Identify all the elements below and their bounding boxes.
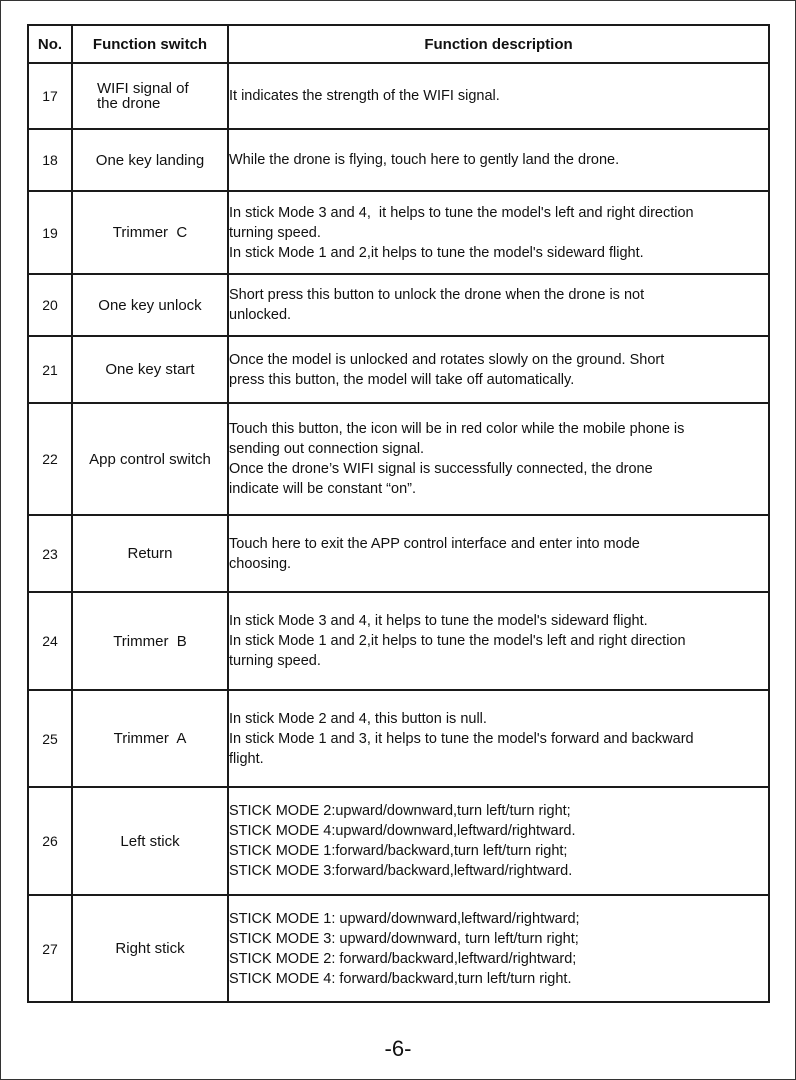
description-line: In stick Mode 1 and 2,it helps to tune the model's sideward flight. <box>229 244 644 261</box>
description-line: STICK MODE 3: upward/downward, turn left/turn right; <box>229 930 579 947</box>
description-line: Touch here to exit the APP control interface and enter into mode <box>229 535 640 552</box>
function-name: Left stick <box>72 787 228 895</box>
table-row <box>28 129 769 191</box>
function-description <box>228 592 769 690</box>
function-name: One key landing <box>72 129 228 191</box>
function-description <box>228 336 769 403</box>
description-line: It indicates the strength of the WIFI signal. <box>229 88 500 104</box>
description-line: In stick Mode 3 and 4, it helps to tune the model's sideward flight. <box>229 613 648 629</box>
table-row <box>28 191 769 274</box>
function-name: WIFI signal of the drone <box>72 63 228 129</box>
function-name: Return <box>72 515 228 592</box>
row-number: 22 <box>28 403 72 515</box>
function-description <box>228 515 769 592</box>
description-line: STICK MODE 4: forward/backward,turn left/turn right. <box>229 970 572 987</box>
description-line: Once the drone’s WIFI signal is successfully connected, the drone <box>229 461 653 477</box>
header-no: No. <box>28 25 72 63</box>
row-number: 26 <box>28 787 72 895</box>
row-number: 23 <box>28 515 72 592</box>
description-line: In stick Mode 1 and 3, it helps to tune the model's forward and backward <box>229 730 694 747</box>
function-name: Trimmer A <box>72 690 228 787</box>
function-name: Trimmer C <box>72 191 228 274</box>
function-description <box>228 274 769 336</box>
function-name: App control switch <box>72 403 228 515</box>
row-number: 27 <box>28 895 72 1002</box>
description-line: In stick Mode 2 and 4, this button is null. <box>229 710 487 727</box>
row-number: 25 <box>28 690 72 787</box>
table-row <box>28 274 769 336</box>
description-line: STICK MODE 3:forward/backward,leftward/rightward. <box>229 863 573 879</box>
description-line: turning speed. <box>229 224 321 241</box>
row-number: 18 <box>28 129 72 191</box>
row-number: 21 <box>28 336 72 403</box>
table-row <box>28 592 769 690</box>
description-line: choosing. <box>229 555 292 572</box>
table-row <box>28 515 769 592</box>
table-row <box>28 336 769 403</box>
function-description <box>228 403 769 515</box>
row-number: 24 <box>28 592 72 690</box>
header-function-switch: Function switch <box>72 25 228 63</box>
row-number: 19 <box>28 191 72 274</box>
table-row <box>28 895 769 1002</box>
table-row <box>28 787 769 895</box>
description-line: press this button, the model will take off automatically. <box>229 371 575 388</box>
description-line: indicate will be constant “on”. <box>229 481 416 497</box>
header-function-description: Function description <box>228 25 769 63</box>
function-description <box>228 63 769 129</box>
description-line: sending out connection signal. <box>229 441 425 457</box>
description-line: STICK MODE 1: upward/downward,leftward/rightward; <box>229 910 580 927</box>
table-row <box>28 690 769 787</box>
description-line: In stick Mode 3 and 4, it helps to tune the model's left and right direction <box>229 204 694 221</box>
description-line: turning speed. <box>229 653 321 669</box>
function-description <box>228 129 769 191</box>
description-line: Once the model is unlocked and rotates slowly on the ground. Short <box>229 351 665 368</box>
description-line: flight. <box>229 750 264 767</box>
description-line: Short press this button to unlock the drone when the drone is not <box>229 287 645 303</box>
description-line: Touch this button, the icon will be in red color while the mobile phone is <box>229 421 685 437</box>
function-table <box>27 24 770 1003</box>
description-line: STICK MODE 1:forward/backward,turn left/turn right; <box>229 843 568 859</box>
function-name: One key unlock <box>72 274 228 336</box>
table-row <box>28 63 769 129</box>
description-line: STICK MODE 2:upward/downward,turn left/turn right; <box>229 803 571 819</box>
description-line: STICK MODE 2: forward/backward,leftward/rightward; <box>229 950 577 967</box>
function-description <box>228 895 769 1002</box>
function-name: One key start <box>72 336 228 403</box>
table-header-row <box>28 25 769 63</box>
table-row <box>28 403 769 515</box>
function-name: Right stick <box>72 895 228 1002</box>
row-number: 17 <box>28 63 72 129</box>
function-description <box>228 690 769 787</box>
description-line: While the drone is flying, touch here to gently land the drone. <box>229 152 620 168</box>
function-description <box>228 787 769 895</box>
page-number: -6- <box>384 1036 412 1061</box>
description-line: In stick Mode 1 and 2,it helps to tune the model's left and right direction <box>229 633 686 649</box>
description-line: unlocked. <box>229 307 292 323</box>
function-name: Trimmer B <box>72 592 228 690</box>
description-line: STICK MODE 4:upward/downward,leftward/rightward. <box>229 823 576 839</box>
row-number: 20 <box>28 274 72 336</box>
function-description <box>228 191 769 274</box>
